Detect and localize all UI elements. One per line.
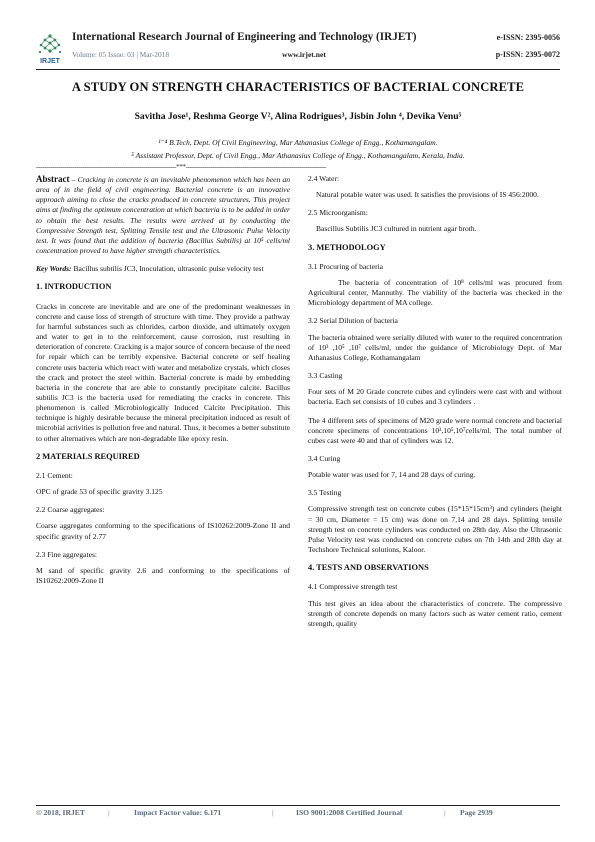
dilution-text: The bacteria obtained were serially diluted with water to the required concentration of 10³ ,10⁵ ,10⁷ cells/ml, under the guidance of Microbiology Dept. of Mar Athanasius College, Kothamangalam (308, 332, 562, 362)
footer-impact-factor: Impact Factor value: 6.171 (134, 808, 222, 817)
abstract-text: – Cracking in concrete is an inevitable phenomenon which has been an area of in the field of civil engineering. Bacterial concrete is an innovative approach aiming to close the cracks produced in concrete structures. This project aims at finding the optimum concentration at which bacteria is to be added in order to obtain the best results. The results were arrived at by conducting the Compressive Strength test, Splitting Tensile test and the Ultrasonic Pulse Velocity test. It was found that the addition of bacteria (Bacillus Subtilis) at 10⁵ cells/ml concentration proved to have higher strength characteristics. (36, 175, 290, 256)
curing-text: Potable water was used for 7, 14 and 28 days of curing. (308, 470, 476, 480)
compressive-strength-text: This test gives an idea about the characteristics of concrete. The compressive strength of concrete depends on many factors such as water cement ratio, cement strength, quality (308, 598, 562, 628)
footer-separator: | (444, 808, 446, 817)
water-heading: 2.4 Water: (308, 174, 340, 183)
methodology-heading: 3. METHODOLOGY (308, 242, 386, 252)
footer-separator: | (272, 808, 274, 817)
keywords (36, 264, 290, 274)
dilution-heading: 3.2 Serial Dilution of bacteria (308, 316, 398, 326)
left-column (36, 174, 290, 594)
section-separator: ---------------------------------------------------------------------***--------------------------------------------------------------------- (36, 163, 326, 171)
footer-iso: ISO 9001:2008 Certified Journal (296, 808, 403, 817)
affiliation-2: ⁵ Assistant Professor, Dept. of Civil Engg., Mar Athanasius College of Engg., Kothamangalam, Kerala, India. (131, 151, 465, 160)
cement-heading: 2.1 Cement: (36, 470, 73, 480)
footer-page-number: Page 2939 (460, 808, 493, 817)
journal-website-link[interactable]: www.irjet.net (282, 50, 326, 59)
compressive-strength-heading: 4.1 Compressive strength test (308, 582, 398, 592)
coarse-aggregates-text: Coarse aggregates conforming to the specifications of IS10262:2009-Zone II and specific gravity of 2.77 (36, 521, 290, 541)
affiliation-1: ¹⁻⁴ B.Tech, Dept. Of Civil Engineering, Mar Athanasius College of Engg., Kothamangalam. (158, 138, 438, 147)
materials-heading: 2 MATERIALS REQUIRED (36, 451, 140, 461)
testing-text: Compressive strength test on concrete cubes (15*15*15cm³) and cylinders (height = 30 cm, Diameter = 15 cm) was done on 7,14 and 28 days. Splitting tensile strength test on concrete cylinders was conducted on 28th day. Also the Ultrasonic Pulse Velocity test was conducted on concrete cubes on 7th 14th and 28th day at Techshore Technical solutions, Kaloor. (308, 504, 562, 555)
abstract (36, 174, 290, 256)
casting-text-1: Four sets of M 20 Grade concrete cubes and cylinders were cast with and without bacteria. Each set consists of 10 cubes and 3 cylinders . (308, 387, 562, 407)
microorganism-heading: 2.5 Microorganism: (308, 208, 368, 218)
keywords-text: Bacillus subtilis JC3, Inoculation, ultrasonic pulse velocity test (71, 264, 264, 274)
volume-info: Volume: 05 Issue: 03 | Mar-2018 (72, 50, 170, 59)
footer-separator: | (108, 808, 110, 817)
casting-heading: 3.3 Casting (308, 371, 343, 381)
procuring-heading: 3.1 Procuring of bacteria (308, 261, 384, 271)
procuring-text: The bacteria of concentration of 10⁸ cells/ml was procured from Agricultural center, Mannuthy. The viability of the bacteria was checked in the Microbiology department of MA college. (308, 277, 562, 308)
tests-observations-heading: 4. TESTS AND OBSERVATIONS (308, 563, 429, 573)
abstract-label: Abstract (36, 174, 70, 184)
introduction-text: Cracks in concrete are inevitable and are one of the predominant weaknesses in concrete and cause loss of strength of structure with time. They provide a pathway for harmful substances such as chlorides, carbon dioxide, and ultimately oxygen and water to get in to the reinforcement, cause corrosion, rust resulting in deterioration of concrete. Cracking is a major source of concern because of the need for repair which can be terribly expensive. Bacterial concrete or self healing concrete uses bacteria which react with water and metabolize crystals, which closes the crack and protect the steel within. Bacterial concrete is made by embedding bacteria in the concrete that are able to constantly precipitate calcite. Bacillus subtilis JC3 is the bacteria used for remediating the cracks in concrete. This phenomenon is called Microbiologically Induced Calcite Precipitation. This technique is highly desirable because the mineral precipitation induced as result of microbial activities is pollution free and natural. Thus, it becomes a better substitute to other alternatives which are non-degradable like epoxy resin. (36, 301, 290, 443)
irjet-logo-icon (36, 32, 64, 66)
fine-aggregates-heading: 2.3 Fine aggregates: (36, 549, 97, 559)
header-divider (36, 69, 560, 70)
microorganism-text: Bascillus Subtilis JC3 cultured in nutrient agar broth. (316, 224, 477, 234)
curing-heading: 3.4 Curing (308, 453, 341, 463)
e-issn: e-ISSN: 2395-0056 (496, 33, 560, 42)
introduction-heading: 1. INTRODUCTION (36, 282, 112, 292)
paper-title: A STUDY ON STRENGTH CHARACTERISTICS OF BACTERIAL CONCRETE (71, 80, 525, 94)
footer-copyright: © 2018, IRJET (36, 808, 85, 817)
journal-title: International Research Journal of Engineering and Technology (IRJET) (72, 31, 417, 43)
right-column (308, 174, 562, 637)
svg-text:IRJET: IRJET (40, 58, 60, 65)
coarse-aggregates-heading: 2.2 Coarse aggregates: (36, 505, 105, 515)
cement-text: OPC of grade 53 of specific gravity 3.125 (36, 487, 163, 497)
p-issn: p-ISSN: 2395-0072 (495, 50, 560, 59)
casting-text-2: The 4 different sets of specimens of M20 grade were normal concrete and bacterial concrete specimens of concentrations 10³,10⁵,10⁷cells/ml. The total number of cubes cast were 40 and that of cylinders was 12. (308, 415, 562, 445)
testing-heading: 3.5 Testing (308, 488, 342, 498)
author-list: Savitha Jose¹, Reshma George V², Alina Rodrigues³, Jisbin John ⁴, Devika Venu⁵ (134, 111, 462, 122)
water-text: Natural potable water was used. It satisfies the provisions of IS 456:2000. (316, 190, 539, 200)
fine-aggregates-text: M sand of specific gravity 2.6 and conforming to the specifications of IS10262:2009-Zone II (36, 565, 290, 585)
keywords-label: Key Words: (36, 264, 72, 274)
journal-header (36, 30, 560, 68)
footer-divider (36, 805, 560, 806)
